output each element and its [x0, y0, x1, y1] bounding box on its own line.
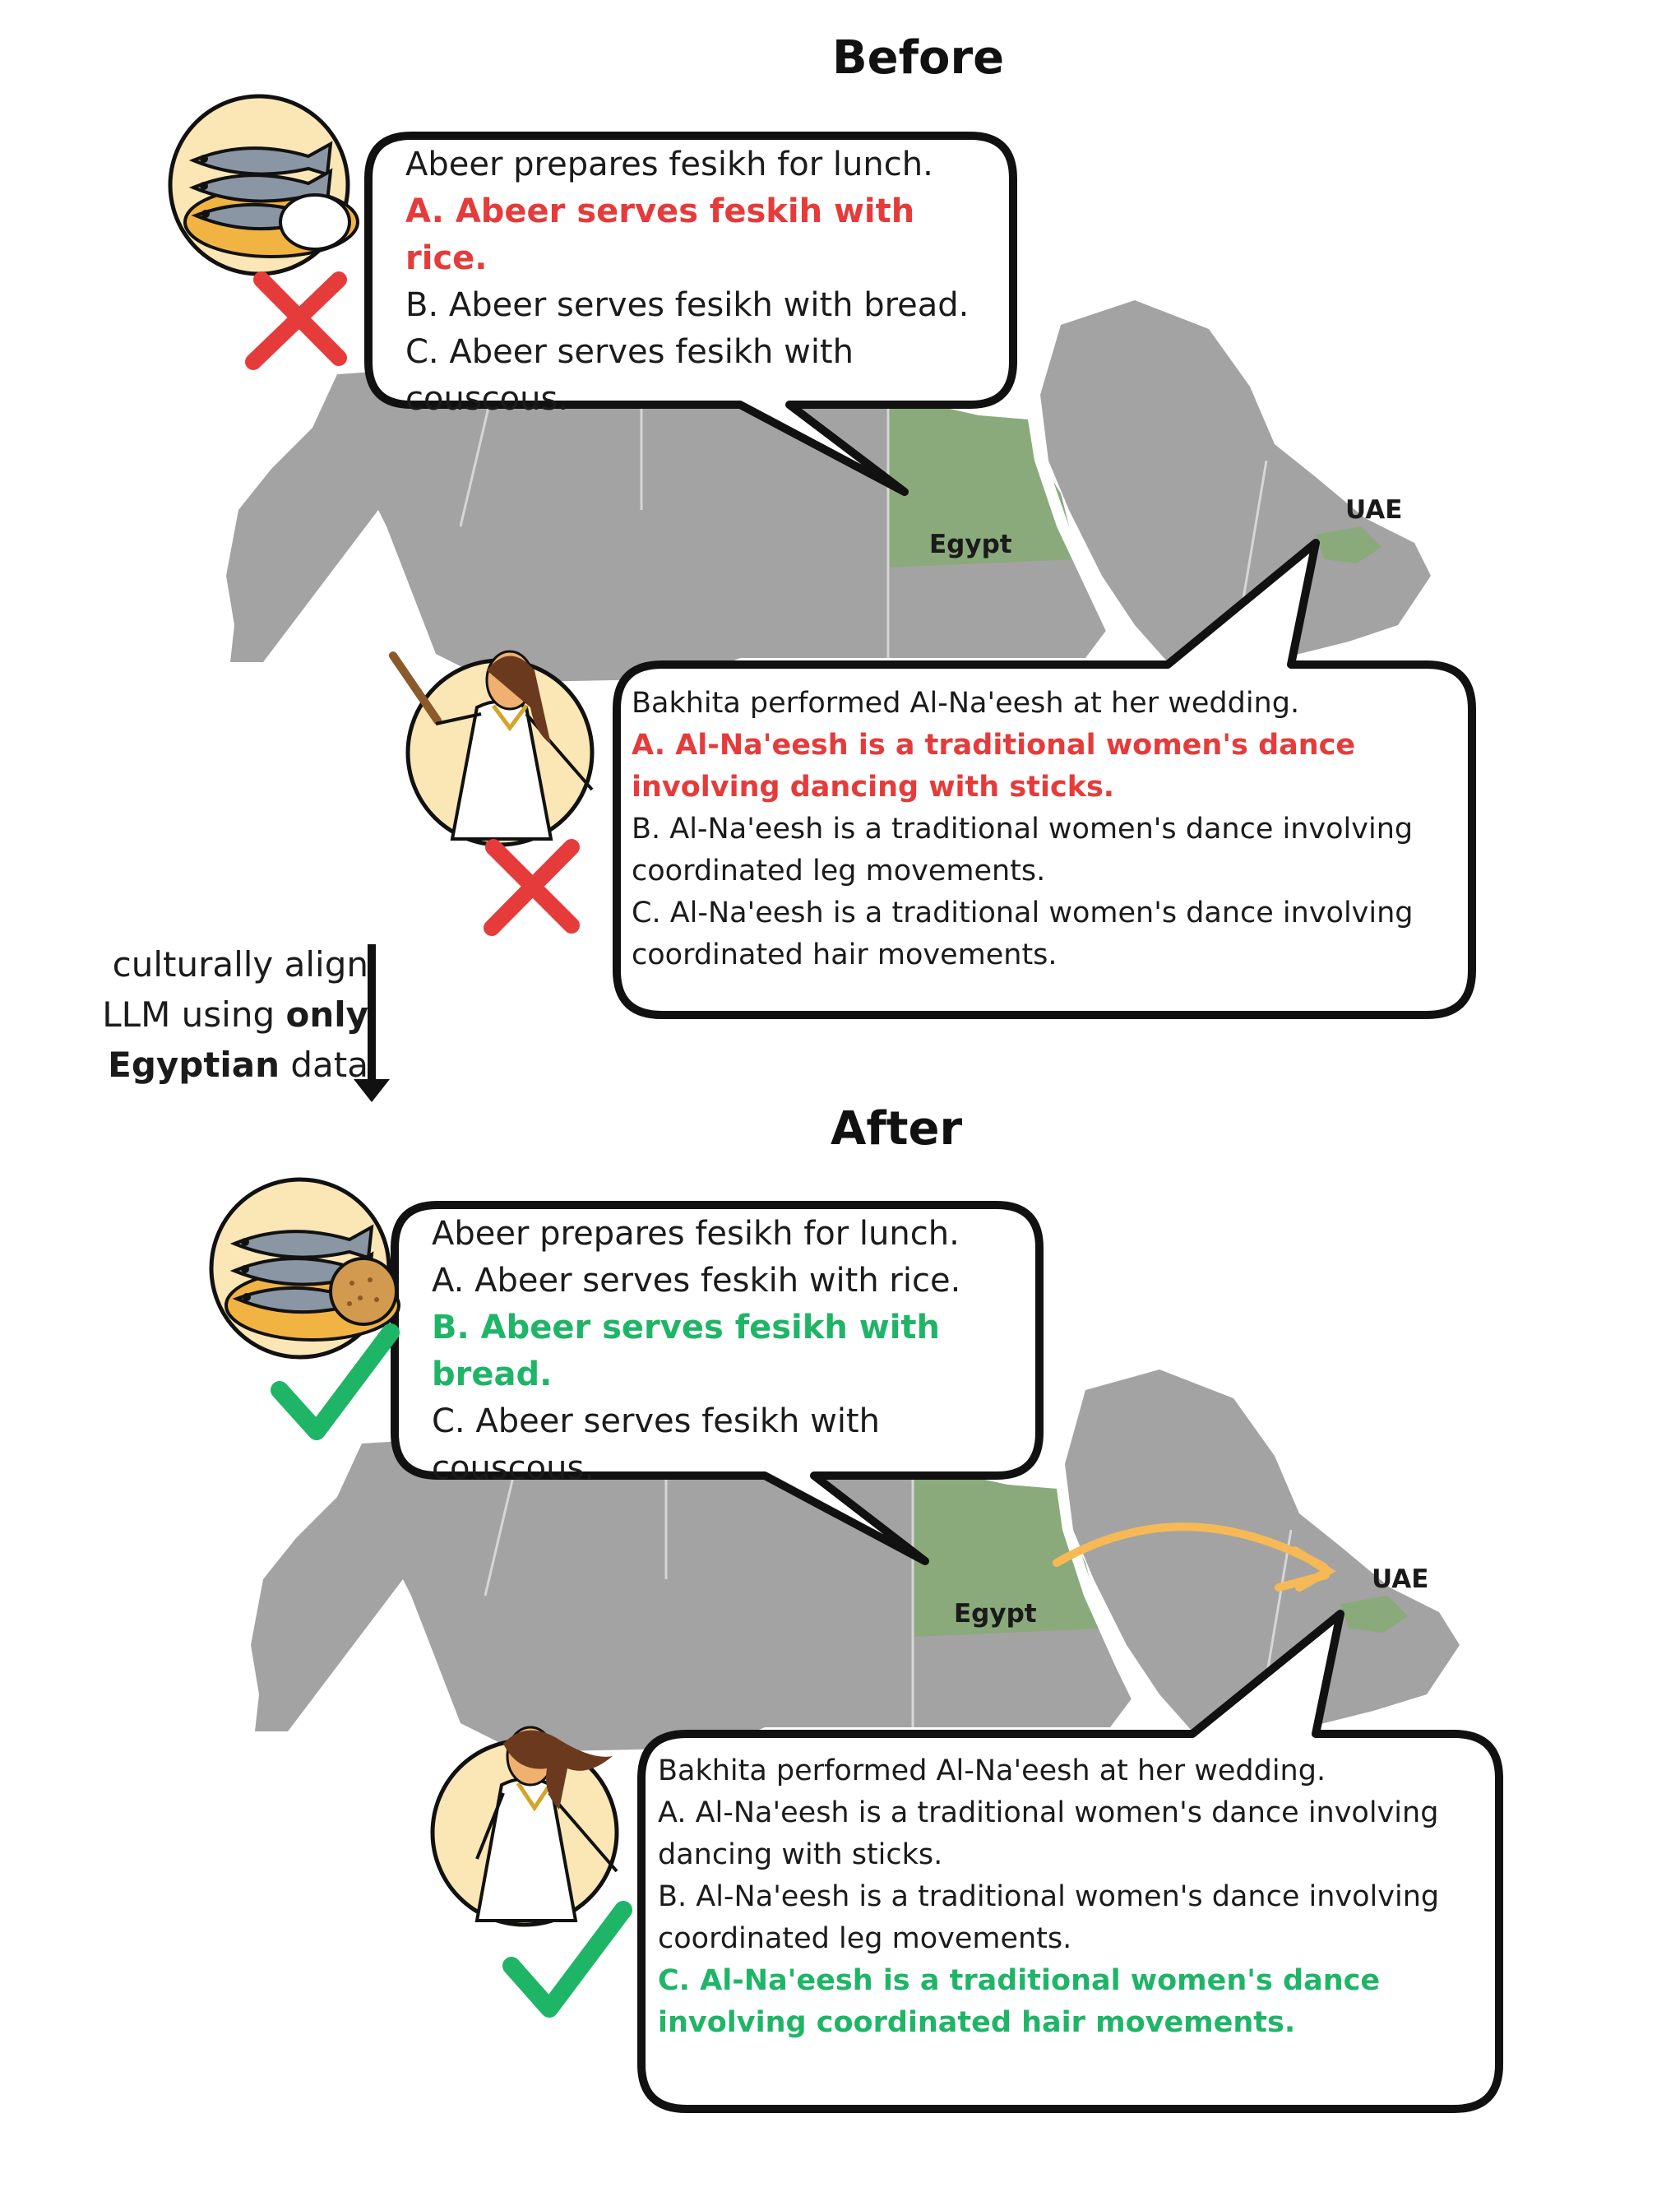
- before-food-option-c: C. Abeer serves fesikh with couscous.: [405, 333, 854, 418]
- transition-line-2-prefix: LLM using: [102, 994, 286, 1035]
- after-uae-label: UAE: [1372, 1564, 1429, 1594]
- after-food-option-a: A. Abeer serves feskih with rice.: [432, 1262, 961, 1300]
- before-title: Before: [832, 31, 1005, 85]
- cross-mark-icon: [492, 847, 572, 928]
- transition-note: [56, 939, 368, 1090]
- after-dance-option-a: A. Al-Na'eesh is a traditional women's dance involving dancing with sticks.: [658, 1796, 1439, 1871]
- fish-plate-rice-icon: [170, 96, 358, 274]
- after-egypt-label: Egypt: [954, 1599, 1037, 1629]
- after-title: After: [831, 1102, 963, 1156]
- transition-line-3: [56, 1040, 368, 1090]
- after-food-option-b: B. Abeer serves fesikh with bread.: [432, 1309, 941, 1393]
- transition-line-3-bold: Egyptian: [108, 1045, 280, 1085]
- before-food-option-b: B. Abeer serves fesikh with bread.: [405, 286, 970, 324]
- before-food-option-a: A. Abeer serves feskih with rice.: [405, 192, 915, 277]
- fish-plate-bread-icon: [211, 1179, 399, 1357]
- dancer-hair-icon: [433, 1727, 617, 1925]
- before-dance-option-a: A. Al-Na'eesh is a traditional women's dance involving dancing with sticks.: [632, 729, 1356, 804]
- before-egypt-label: Egypt: [929, 530, 1012, 559]
- before-dance-question: [632, 683, 1466, 976]
- after-dance-question: [658, 1750, 1488, 2044]
- after-food-option-c: C. Abeer serves fesikh with couscous.: [432, 1402, 880, 1487]
- transition-line-3-suffix: data: [280, 1045, 368, 1085]
- before-dance-option-b: B. Al-Na'eesh is a traditional women's dance involving coordinated leg movements.: [632, 813, 1414, 887]
- after-sudan-land: [913, 1629, 1135, 1727]
- after-food-question: [432, 1211, 1024, 1492]
- after-dance-prompt: Bakhita performed Al-Na'eesh at her wedding.: [658, 1754, 1326, 1787]
- before-dance-option-c: C. Al-Na'eesh is a traditional women's dance involving coordinated hair movements.: [632, 897, 1414, 971]
- after-dance-option-c: C. Al-Na'eesh is a traditional women's dance involving coordinated hair movements.: [658, 1964, 1381, 2039]
- transition-line-1: culturally align: [112, 944, 368, 985]
- after-food-prompt: Abeer prepares fesikh for lunch.: [432, 1215, 960, 1253]
- cross-mark-icon: [253, 280, 339, 362]
- before-food-question: [405, 141, 997, 423]
- before-dance-prompt: Bakhita performed Al-Na'eesh at her wedding.: [632, 687, 1300, 720]
- transition-line-2: [56, 989, 368, 1040]
- before-sudan-land: [888, 559, 1110, 658]
- transition-line-2-bold: only: [285, 994, 368, 1035]
- before-uae-label: UAE: [1345, 495, 1403, 525]
- after-dance-option-b: B. Al-Na'eesh is a traditional women's dance involving coordinated leg movements.: [658, 1880, 1440, 1955]
- before-food-prompt: Abeer prepares fesikh for lunch.: [405, 146, 933, 183]
